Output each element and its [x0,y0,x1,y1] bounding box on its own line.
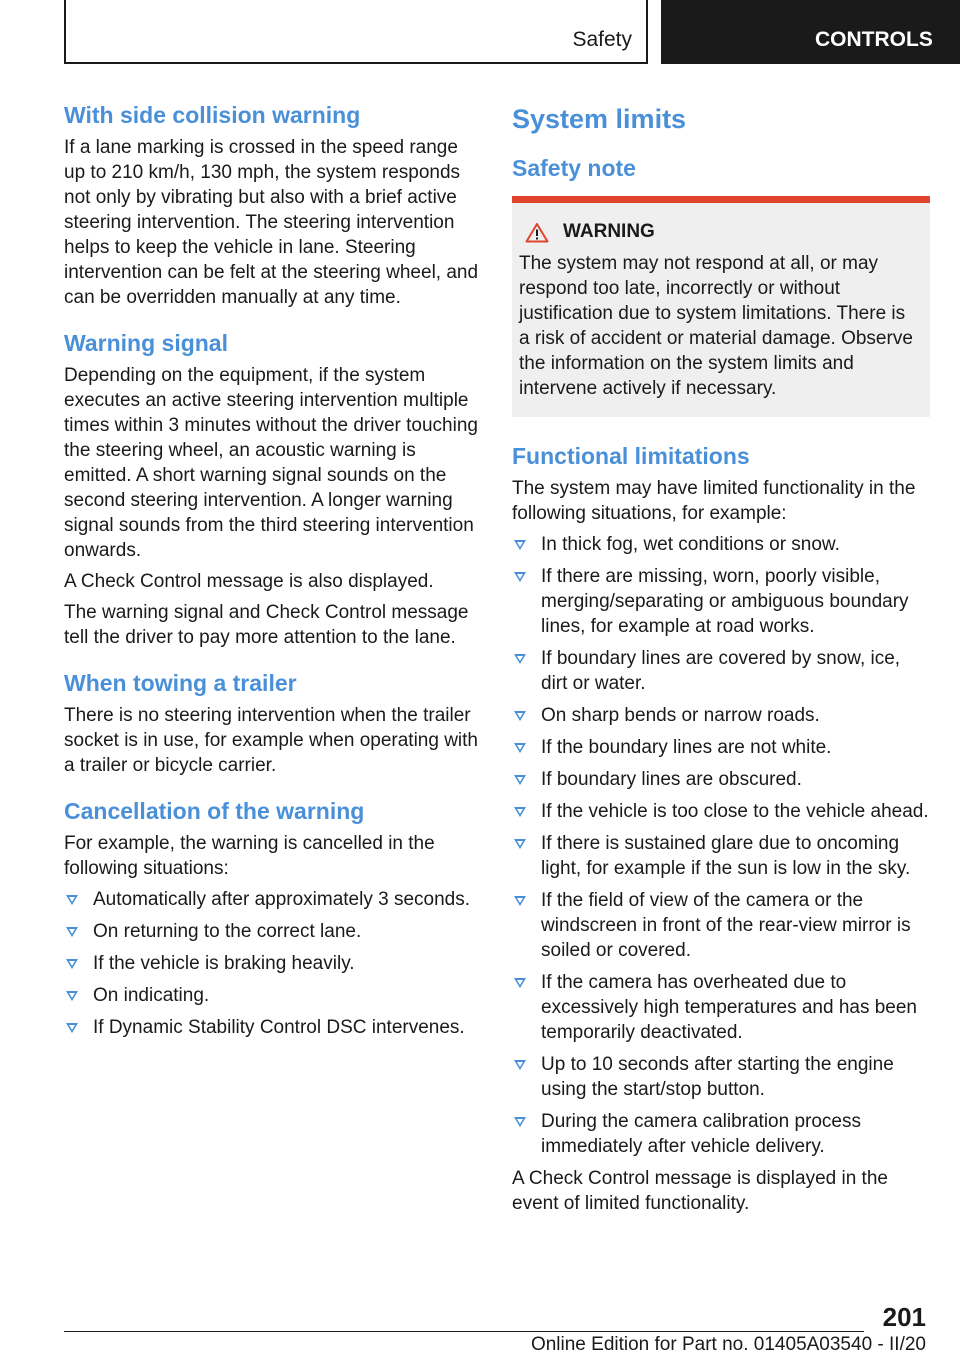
header-section-title: Safety [572,28,632,51]
paragraph-warning-signal-2: A Check Control message is also displayed. [64,571,434,592]
list-item: Automatically after approximately 3 seconds. [64,887,480,912]
paragraph-side-collision: If a lane marking is crossed in the speed range up to 210 km/h, 130 mph, the system responds not only by vibrating but also with a brief active steering intervention. The steering intervention helps to keep the vehicle in lane. Steering intervention can be felt at the steering wheel, and can be overridden manually at any time. [64,137,479,308]
paragraph-warning-signal-1: Depending on the equipment, if the system executes an active steering intervention multiple times within 3 minutes without the driver touching the steering wheel, an acoustic warning is emitted. A short warning signal sounds on the second steering intervention. A longer warning signal sounds from the third steering intervention onwards. [64,365,478,561]
list-item: If the field of view of the camera or the windscreen in front of the rear-view mirror is soiled or covered. [512,888,930,963]
footer-divider [64,1331,864,1332]
bullet-triangle-icon [66,991,78,1001]
paragraph-functional-intro: The system may have limited functionality in the following situations, for example: [512,478,916,524]
list-item: If there is sustained glare due to oncoming light, for example if the sun is low in the sky. [512,831,930,881]
bullet-triangle-icon [66,959,78,969]
heading-towing: When towing a trailer [64,670,297,696]
paragraph-warning-signal-3: The warning signal and Check Control message tell the driver to pay more attention to the lane. [64,602,469,648]
bullet-triangle-icon [514,839,526,849]
list-item: During the camera calibration process immediately after vehicle delivery. [512,1109,930,1159]
heading-safety-note: Safety note [512,155,636,181]
list-item: On indicating. [64,983,480,1008]
bullet-triangle-icon [514,711,526,721]
header-chapter-tab: CONTROLS [661,0,960,64]
page-number: 201 [882,1302,926,1332]
list-item: If boundary lines are obscured. [512,767,930,792]
warning-title [519,221,918,243]
heading-functional-limitations: Functional limitations [512,443,750,469]
list-item: If Dynamic Stability Control DSC intervenes. [64,1015,480,1040]
bullet-triangle-icon [66,927,78,937]
list-item: On returning to the correct lane. [64,919,480,944]
list-item: Up to 10 seconds after starting the engine using the start/stop button. [512,1052,930,1102]
header-section-box [64,0,648,64]
functional-limitations-list [512,532,930,1159]
list-item: In thick fog, wet conditions or snow. [512,532,930,557]
list-item: If the vehicle is braking heavily. [64,951,480,976]
list-item: If boundary lines are covered by snow, ice, dirt or water. [512,646,930,696]
cancellation-list [64,887,480,1040]
list-item: On sharp bends or narrow roads. [512,703,930,728]
right-column [512,102,930,1222]
paragraph-cancellation-intro: For example, the warning is cancelled in the following situations: [64,833,435,879]
bullet-triangle-icon [66,1023,78,1033]
list-item: If the vehicle is too close to the vehicle ahead. [512,799,930,824]
bullet-triangle-icon [514,775,526,785]
warning-text: The system may not respond at all, or may respond too late, incorrectly or without justification due to system limitations. There is a risk of accident or material damage. Observe the information on the system limits and intervene actively if necessary. [519,253,913,399]
bullet-triangle-icon [514,540,526,550]
list-item: If the camera has overheated due to excessively high temperatures and has been temporarily deactivated. [512,970,930,1045]
bullet-triangle-icon [514,572,526,582]
footer-edition: Online Edition for Part no. 01405A03540 - II/20 [530,1334,926,1355]
bullet-triangle-icon [514,1060,526,1070]
bullet-triangle-icon [514,1117,526,1127]
paragraph-functional-outro: A Check Control message is displayed in the event of limited functionality. [512,1168,888,1214]
heading-side-collision: With side collision warning [64,102,361,128]
bullet-triangle-icon [514,807,526,817]
warning-triangle-icon [525,222,549,243]
warning-box [512,196,930,417]
heading-system-limits: System limits [512,104,687,134]
left-column [64,102,480,1047]
bullet-triangle-icon [514,978,526,988]
bullet-triangle-icon [514,743,526,753]
bullet-triangle-icon [514,654,526,664]
list-item: If the boundary lines are not white. [512,735,930,760]
warning-label: WARNING [563,221,655,242]
bullet-triangle-icon [66,895,78,905]
list-item: If there are missing, worn, poorly visible, merging/separating or ambiguous boundary lines, for example at road works. [512,564,930,639]
heading-cancellation: Cancellation of the warning [64,798,365,824]
heading-warning-signal: Warning signal [64,330,228,356]
bullet-triangle-icon [514,896,526,906]
paragraph-towing: There is no steering intervention when the trailer socket is in use, for example when operating with a trailer or bicycle carrier. [64,705,478,776]
